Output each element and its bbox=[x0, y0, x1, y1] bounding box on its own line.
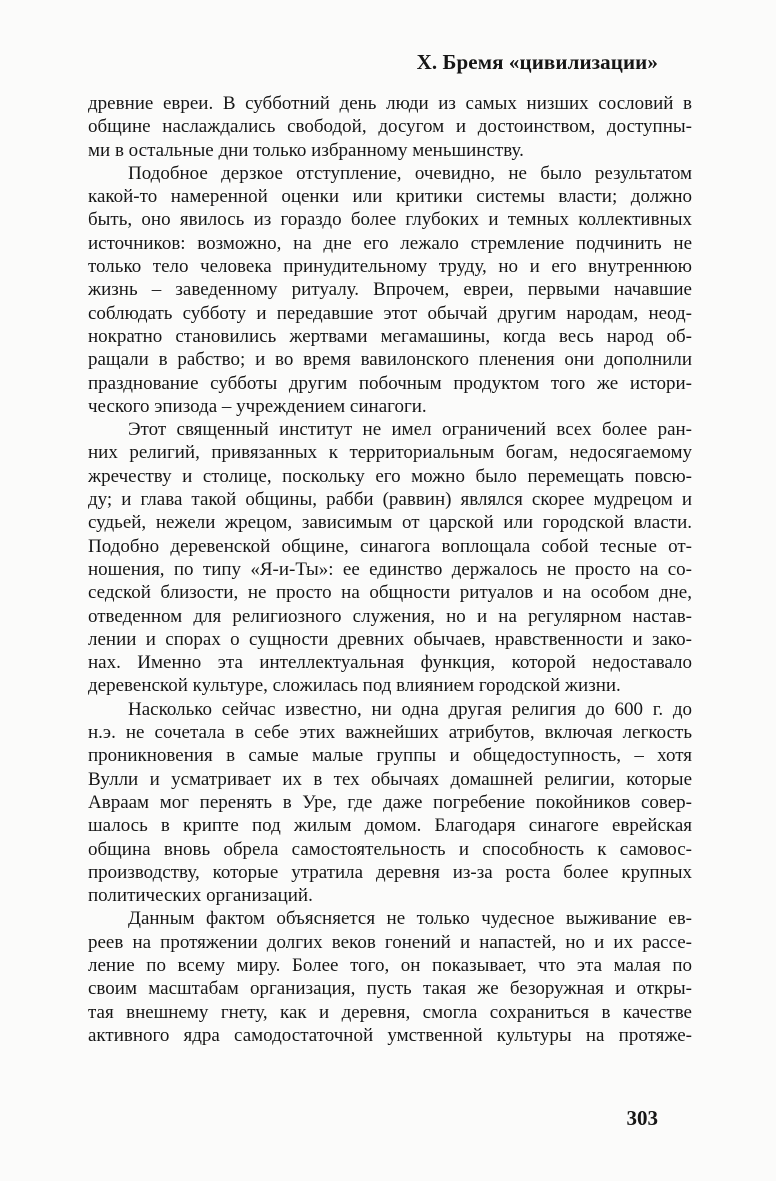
text-line: община вновь обрела самостоятельность и способность к самовос- bbox=[88, 838, 692, 860]
text-line: нах. Именно эта интеллектуальная функция, которой недоставало bbox=[88, 652, 692, 674]
text-line: Насколько сейчас известно, ни одна другая религия до 600 г. до bbox=[128, 698, 692, 720]
text-line: проникновения в самые малые группы и общедоступность, – хотя bbox=[88, 745, 692, 767]
text-line: какой-то намеренной оценки или критики системы власти; должно bbox=[88, 186, 692, 208]
text-line: Данным фактом объясняется не только чудесное выживание ев- bbox=[128, 908, 692, 930]
paragraph bbox=[88, 907, 692, 1047]
text-line: ление по всему миру. Более того, он показывает, что эта малая по bbox=[88, 954, 692, 976]
text-line: соблюдать субботу и передавшие этот обычай другим народам, неод- bbox=[88, 302, 692, 324]
page-number: 303 bbox=[626, 1106, 658, 1130]
text-line: Вулли и усматривает их в тех обычаях домашней религии, которые bbox=[88, 768, 692, 790]
text-line: ду; и глава такой общины, рабби (раввин) являлся скорее мудрецом и bbox=[88, 489, 692, 511]
text-line: активного ядра самодостаточной умственной культуры на протяже- bbox=[88, 1024, 692, 1046]
paragraph bbox=[88, 698, 692, 908]
text-line: ращали в рабство; и во время вавилонского пленения они дополнили bbox=[88, 349, 692, 371]
paragraph bbox=[88, 162, 692, 418]
text-line: деревенской культуре, сложилась под влиянием городской жизни. bbox=[88, 675, 621, 697]
text-line: производству, которые утратила деревня из-за роста более крупных bbox=[88, 861, 692, 883]
text-line: них религий, привязанных к территориальным богам, недосягаемому bbox=[88, 442, 692, 464]
text-line: Этот священный институт не имел ограничений всех более ран- bbox=[128, 419, 692, 441]
text-line: реев на протяжении долгих веков гонений и напастей, но и их рассе- bbox=[88, 931, 692, 953]
text-line: нократно становились жертвами мегамашины, когда весь народ об- bbox=[88, 325, 692, 347]
text-line: празднование субботы другим побочным продуктом того же истори- bbox=[88, 372, 692, 394]
text-line: общине наслаждались свободой, досугом и достоинством, доступны- bbox=[88, 116, 692, 138]
paragraph bbox=[88, 418, 692, 698]
text-line: тая внешнему гнету, как и деревня, смогла сохраниться в качестве bbox=[88, 1001, 692, 1023]
text-line: ми в остальные дни только избранному меньшинству. bbox=[88, 139, 524, 161]
text-line: жречеству и столице, поскольку его можно было перемещать повсю- bbox=[88, 465, 692, 487]
text-line: Авраам мог перенять в Уре, где даже погребение покойников совер- bbox=[88, 791, 692, 813]
text-line: отведенном для религиозного служения, но и на регулярном настав- bbox=[88, 605, 692, 627]
text-line: лении и спорах о сущности древних обычаев, нравственности и зако- bbox=[88, 628, 692, 650]
text-line: источников: возможно, на дне его лежало стремление подчинить не bbox=[88, 232, 692, 254]
text-line: Подобно деревенской общине, синагога воплощала собой тесные от- bbox=[88, 535, 692, 557]
text-line: жизнь – заведенному ритуалу. Впрочем, евреи, первыми начавшие bbox=[88, 279, 692, 301]
text-line: политических организаций. bbox=[88, 885, 313, 907]
paragraph bbox=[88, 92, 692, 162]
text-line: шалось в крипте под жилым домом. Благодаря синагоге еврейская bbox=[88, 815, 692, 837]
text-line: седской близости, не просто на общности ритуалов и на особом дне, bbox=[88, 582, 692, 604]
text-line: быть, оно явилось из гораздо более глубоких и темных коллективных bbox=[88, 209, 692, 231]
text-line: ношения, по типу «Я-и-Ты»: ее единство держалось не просто на со- bbox=[88, 558, 692, 580]
text-line: только тело человека принудительному труду, но и его внутреннюю bbox=[88, 256, 692, 278]
running-head: X. Бремя «цивилизации» bbox=[416, 50, 658, 74]
body-text bbox=[88, 92, 692, 1047]
text-line: судьей, нежели жрецом, зависимым от царской или городской власти. bbox=[88, 512, 692, 534]
text-line: н.э. не сочетала в себе этих важнейших атрибутов, включая легкость bbox=[88, 722, 692, 744]
text-line: своим масштабам организация, пусть такая же безоружная и откры- bbox=[88, 978, 692, 1000]
text-line: ческого эпизода – учреждением синагоги. bbox=[88, 395, 427, 417]
text-line: древние евреи. В субботний день люди из самых низших сословий в bbox=[88, 93, 692, 114]
text-line: Подобное дерзкое отступление, очевидно, не было результатом bbox=[128, 162, 692, 184]
